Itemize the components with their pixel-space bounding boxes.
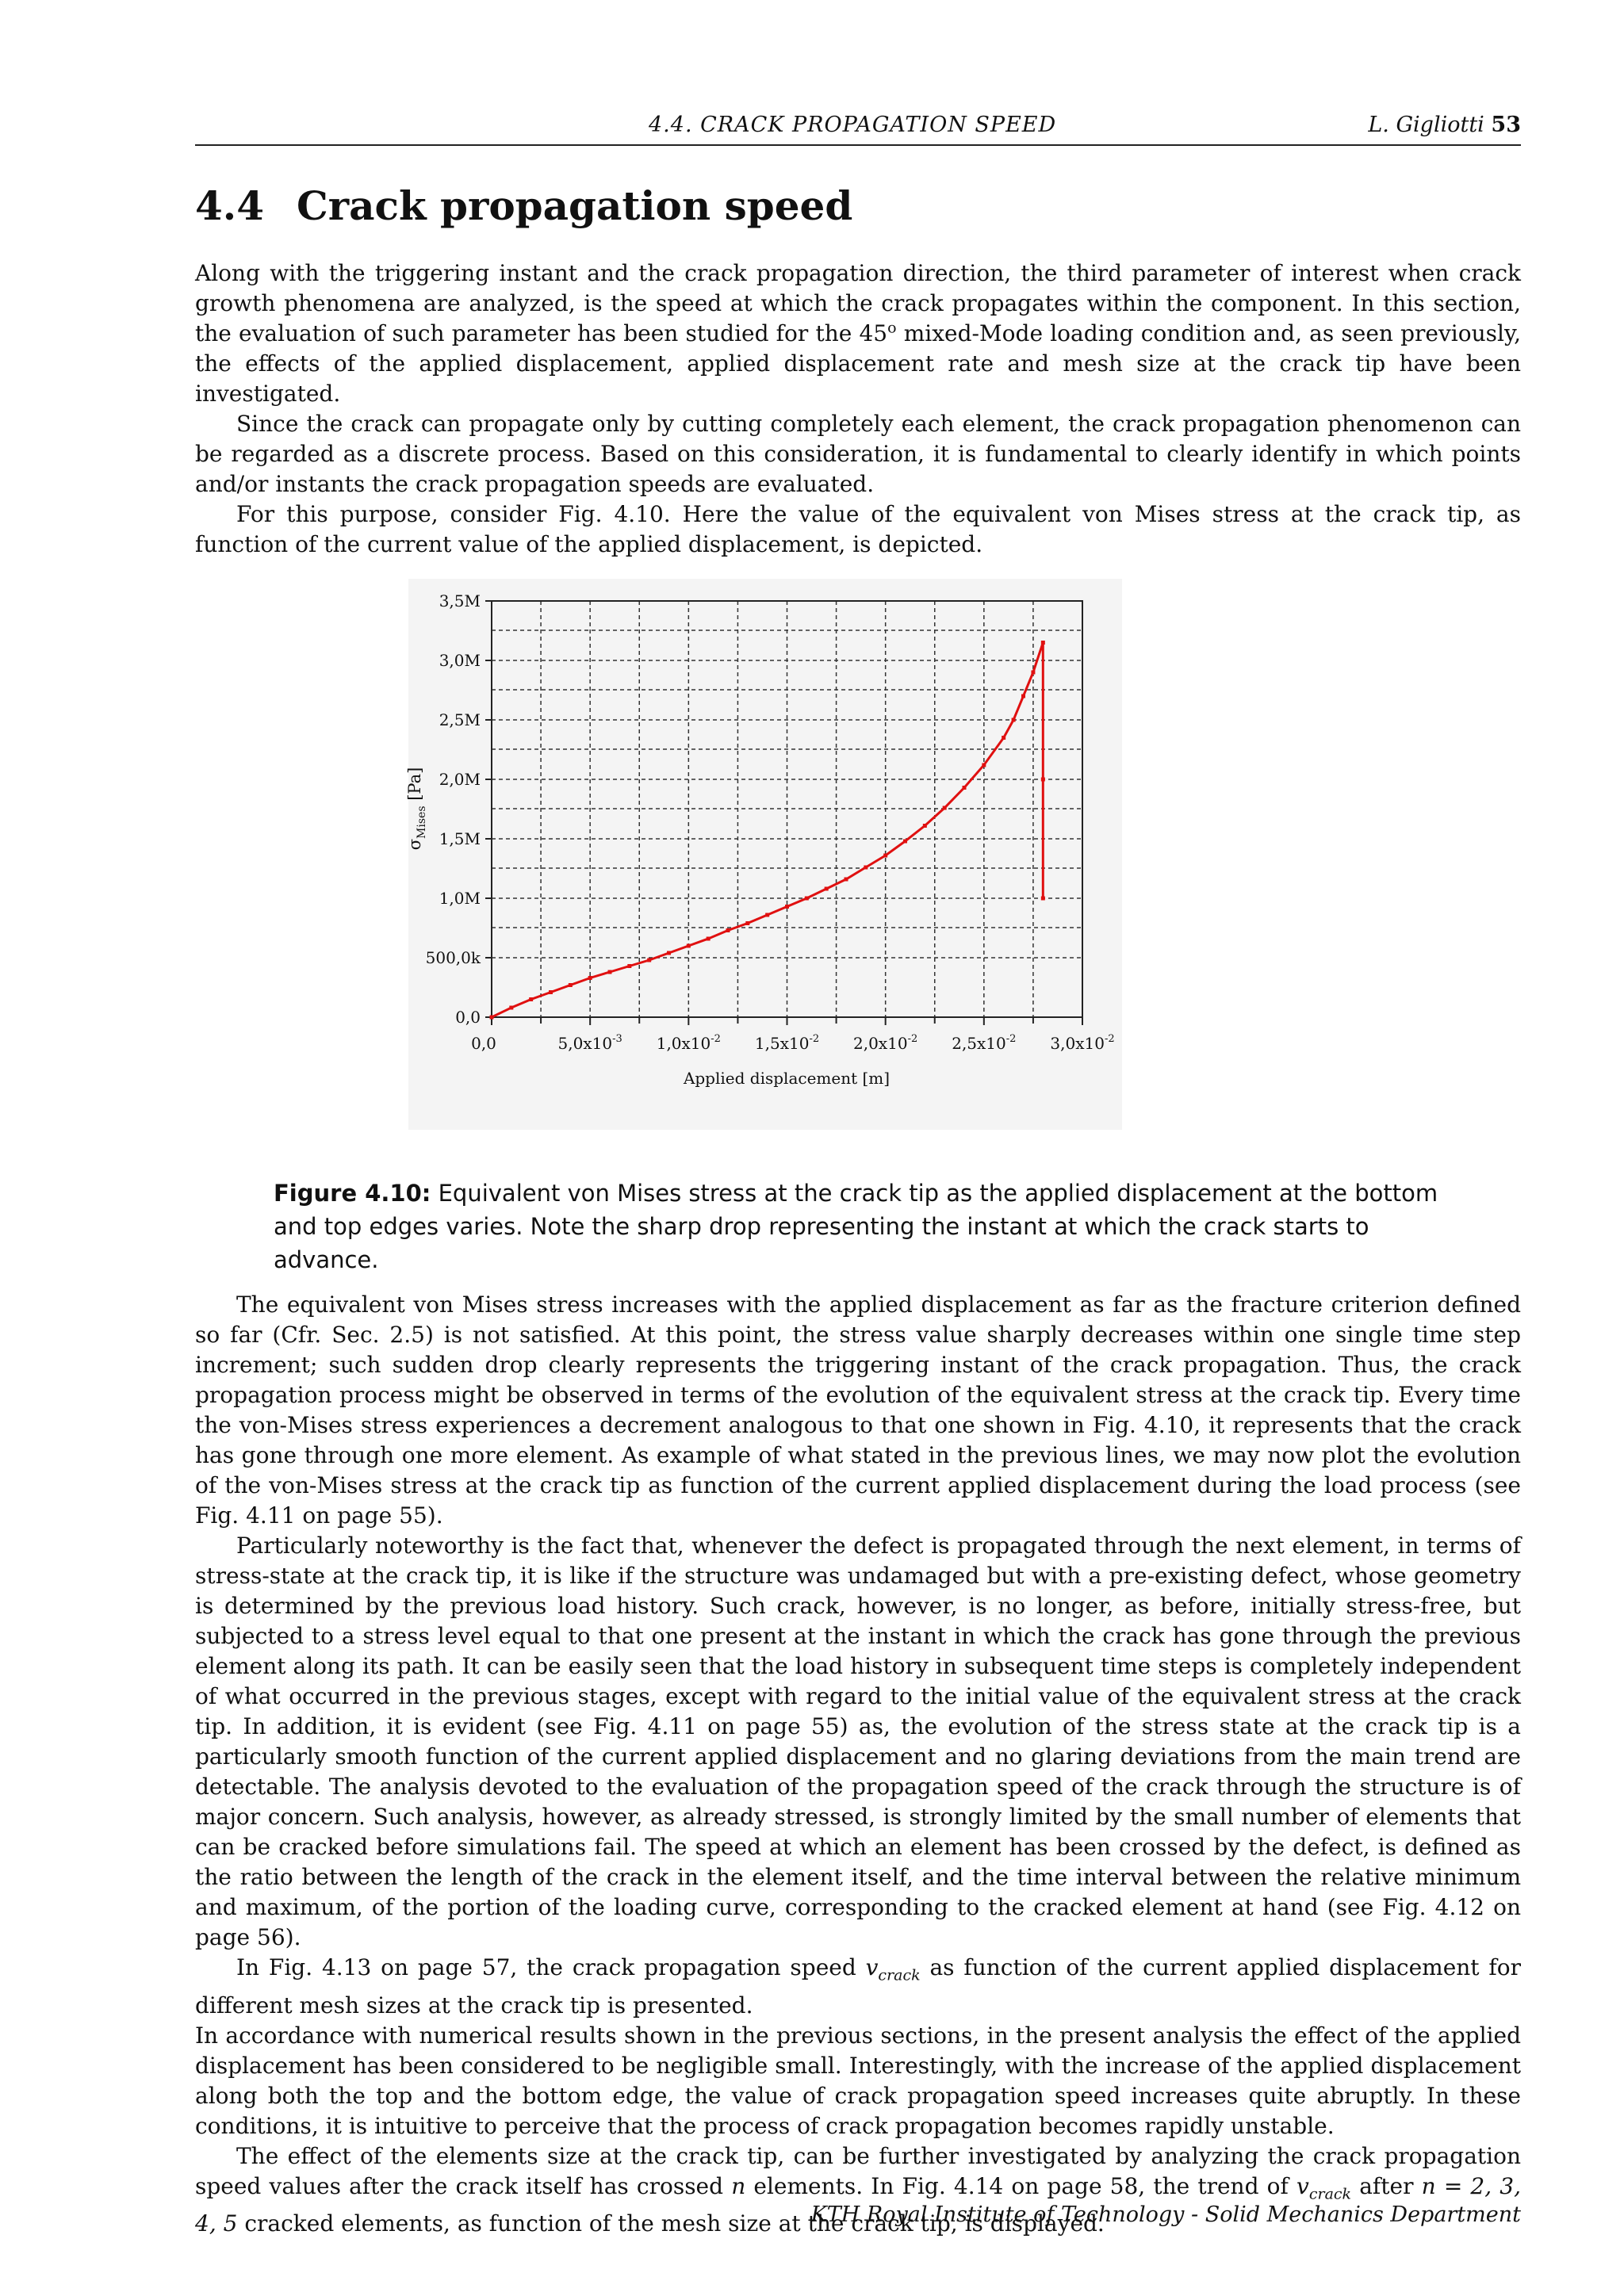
section-title (195, 182, 852, 229)
data-point (745, 921, 749, 925)
x-tick-label: $1,5x10^{-2}$ (754, 1033, 820, 1053)
y-tick-label: 1,0M (439, 889, 481, 908)
data-point (1041, 641, 1045, 645)
data-point (943, 806, 947, 810)
paragraph: Particularly noteworthy is the fact that, whenever the defect is propagated through the next element, in terms of stress-state at the crack tip, it is like if the structure was undamaged but with a pre-existing defect, whose geometry is determined by the previous load history. Such crack, however, is no longer, as before, initially stress-free, but subjected to a stress level equal to that one present at the instant in which the crack has gone through the previous element along its path. It can be easily seen that the load history in subsequent time steps is completely independent of what occurred in the previous stages, except with regard to the initial value of the equivalent stress at the crack tip. In addition, it is evident (see Fig. 4.11 on page 55) as, the evolution of the stress state at the crack tip is a particularly smooth function of the current applied displacement and no glaring deviations from the main trend are detectable. The analysis devoted to the evaluation of the propagation speed of the crack through the structure is of major concern. Such analysis, however, as already stressed, is strongly limited by the small number of elements that can be cracked before simulations fail. The speed at which an element has been crossed by the defect, is defined as the ratio between the length of the crack in the element itself, and the time interval between the relative minimum and maximum, of the portion of the loading curve, corresponding to the cracked element at hand (see Fig. 4.12 on page 56). (195, 1533, 1521, 1950)
y-tick-label: 0,0 (455, 1008, 481, 1027)
paragraph-text: after (1351, 2172, 1422, 2199)
data-point (707, 937, 710, 941)
math-v-subscript: crack (1308, 2185, 1352, 2203)
paragraph-text: cracked elements, as function of the mesh size at the crack tip, is displayed. (237, 2210, 1105, 2237)
paragraph: The equivalent von Mises stress increases with the applied displacement as far as the fracture criterion defined so far (Cfr. Sec. 2.5) is not satisfied. At this point, the stress value sharply decreases within one single time step increment; such sudden drop clearly represents the triggering instant of the crack propagation. Thus, the crack propagation process might be observed in terms of the evolution of the equivalent stress at the crack tip. Every time the von-Mises stress experiences a decrement analogous to that one shown in Fig. 4.10, it represents that the crack has gone through one more element. As example of what stated in the previous lines, we may now plot the evolution of the von-Mises stress at the crack tip as function of the current applied displacement during the load process (see Fig. 4.11 on page 55). (195, 1292, 1521, 1529)
x-tick-label: $2,5x10^{-2}$ (952, 1033, 1017, 1053)
paragraph-text: In Fig. 4.13 on page 57, the crack propagation speed (236, 1954, 866, 1980)
data-point (687, 944, 691, 948)
y-tick-label: 2,5M (439, 710, 481, 729)
math-n: n (731, 2172, 746, 2199)
y-axis-symbol: σ (405, 838, 424, 851)
data-point (726, 928, 730, 932)
data-point (608, 970, 612, 974)
running-head-section: 4.4. CRACK PROPAGATION SPEED (649, 113, 1057, 137)
data-point (785, 905, 789, 909)
paragraph (195, 1953, 1521, 2021)
paragraph: For this purpose, consider Fig. 4.10. Here the value of the equivalent von Mises stress at the crack tip, as function of the current value of the applied displacement, is depicted. (195, 501, 1521, 557)
section-number: 4.4 (195, 182, 264, 229)
figure-caption (274, 1177, 1442, 1276)
paragraph-text: as function of the current applied displacement for different mesh sizes at the crack tip is presented. (195, 1954, 1521, 2019)
paragraph: In accordance with numerical results shown in the previous sections, in the present analysis the effect of the applied displacement has been considered to be negligible small. Interestingly, with the increase of the applied displacement along both the top and the bottom edge, the value of crack propagation speed increases quite abruptly. In these conditions, it is intuitive to perceive that the process of crack propagation becomes rapidly unstable. (195, 2022, 1521, 2139)
data-point (805, 897, 809, 901)
x-tick-label: $5,0x10^{-3}$ (557, 1033, 622, 1053)
data-series (490, 641, 1045, 1020)
y-tick-label: 1,5M (439, 829, 481, 848)
data-point (845, 878, 848, 882)
math-v: v (1297, 2172, 1309, 2199)
paragraph-text: Along with the triggering instant and the crack propagation direction, the third parameter of interest when crack growth phenomena are analyzed, is the speed at which the crack propagates within the component. In this section, the evaluation of such parameter has been studied for the 45 (195, 260, 1521, 346)
math-v: v (865, 1954, 879, 1980)
data-point (1041, 778, 1045, 782)
y-axis-label (405, 767, 428, 851)
page-footer: KTH Royal Institute of Technology - Solid Mechanics Department (810, 2202, 1521, 2227)
y-axis-subscript: Mises (416, 806, 428, 839)
data-point (490, 1016, 494, 1020)
data-point (923, 824, 927, 828)
data-point (667, 951, 671, 955)
data-point (1012, 718, 1016, 722)
y-tick-label: 500,0k (425, 948, 481, 967)
paragraph-text: mixed-Mode loading condition and, as seen previously, the effects of the applied displacement, applied displacement rate and mesh size at the crack tip have been investigated. (195, 320, 1521, 407)
data-point (1002, 736, 1005, 740)
series-line (492, 643, 1043, 1018)
running-head (195, 113, 1521, 144)
data-point (825, 887, 829, 891)
x-tick-label: $1,0x10^{-2}$ (656, 1033, 721, 1053)
data-point (864, 866, 868, 870)
data-point (765, 913, 769, 917)
x-tick-label: 0,0 (471, 1034, 496, 1053)
body-text (195, 1290, 1521, 2239)
y-axis-unit: [Pa] (405, 767, 424, 806)
y-tick-label: 3,5M (439, 591, 481, 610)
degree-superscript: o (887, 319, 897, 337)
x-tick-label: $2,0x10^{-2}$ (853, 1033, 918, 1053)
data-point (1041, 897, 1045, 901)
paragraph (195, 258, 1521, 409)
data-point (883, 854, 887, 858)
data-point (1021, 695, 1025, 698)
x-tick-label: $3,0x10^{-2}$ (1050, 1033, 1115, 1053)
intro-text (195, 258, 1521, 560)
header-rule (195, 144, 1521, 146)
paragraph-text: elements. In Fig. 4.14 on page 58, the trend of (745, 2172, 1297, 2199)
data-point (588, 976, 592, 980)
figure-4-10 (396, 579, 1126, 1134)
data-point (903, 840, 907, 844)
paragraph: Since the crack can propagate only by cutting completely each element, the crack propagation phenomenon can be regarded as a discrete process. Based on this consideration, it is fundamental to clearly identify in which points and/or instants the crack propagation speeds are evaluated. (195, 411, 1521, 497)
page-number: 53 (1491, 113, 1521, 137)
data-point (509, 1006, 513, 1010)
y-tick-label: 3,0M (439, 651, 481, 670)
data-point (529, 997, 533, 1001)
svg-text:σMises [Pa] (405, 767, 428, 851)
chart-grid (492, 601, 1082, 1017)
data-point (982, 763, 986, 767)
caption-label: Figure 4.10: (274, 1180, 431, 1207)
math-v-subscript: crack (878, 1966, 921, 1984)
caption-text: Equivalent von Mises stress at the crack tip as the applied displacement at the bottom and top edges varies. Note the sharp drop representing the instant at which the crack starts to advance. (274, 1180, 1438, 1273)
data-point (963, 786, 967, 790)
data-point (549, 990, 553, 994)
running-head-author: L. Gigliotti (1368, 113, 1484, 137)
stress-chart (396, 579, 1126, 1134)
running-head-author-page (1368, 113, 1521, 137)
paragraph-text: The effect of the elements size at the crack tip, can be further investigated by analyzing the crack propagation speed values after the crack itself has crossed (195, 2142, 1521, 2199)
x-axis-label: Applied displacement [m] (683, 1069, 891, 1088)
y-tick-label: 2,0M (439, 770, 481, 789)
data-point (647, 959, 651, 962)
data-point (1031, 671, 1035, 675)
x-axis-ticks (471, 1017, 1115, 1053)
y-axis-ticks (426, 591, 492, 1027)
math-n-values: n = 2, 3, 4, 5 (195, 2172, 1521, 2237)
data-point (569, 983, 573, 987)
section-title-text: Crack propagation speed (297, 182, 853, 229)
data-point (627, 964, 631, 968)
